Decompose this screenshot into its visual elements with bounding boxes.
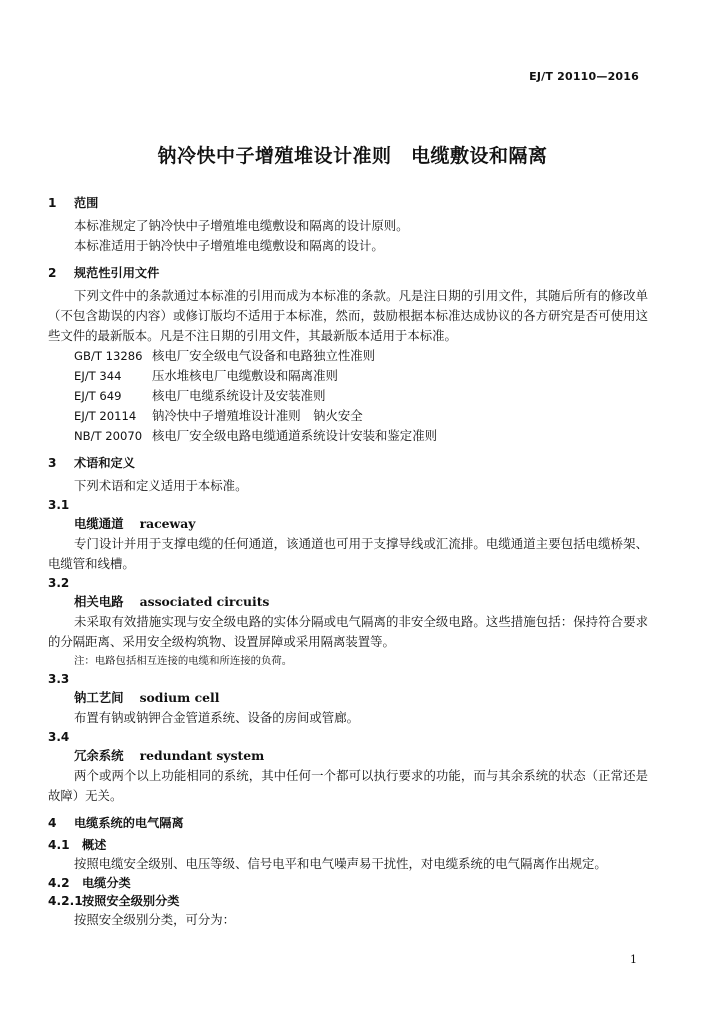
clause-number: 3.2 xyxy=(48,576,70,590)
subsection-heading-4-2 xyxy=(48,874,648,892)
term-heading xyxy=(48,688,648,708)
clause-number: 3.4 xyxy=(48,730,70,744)
term-zh: 冗余系统 xyxy=(74,748,124,763)
subsection-heading-4-2-1 xyxy=(48,892,648,910)
reference-list xyxy=(48,346,648,446)
section-heading-scope xyxy=(48,194,648,212)
subsection-title: 概述 xyxy=(82,838,107,852)
term-definition: 未采取有效措施实现与安全级电路的实体分隔或电气隔离的非安全级电路。这些措施包括：保持符合要求的分隔距离、采用安全级构筑物、设置屏障或采用隔离装置等。 xyxy=(48,614,648,649)
term-zh: 相关电路 xyxy=(74,594,124,609)
section-title: 术语和定义 xyxy=(74,456,135,470)
reference-name: 钠冷快中子增殖堆设计准则 钠火安全 xyxy=(152,408,363,423)
standard-code: EJ/T 20110—2016 xyxy=(529,70,639,83)
term-en: associated circuits xyxy=(139,594,270,609)
reference-item xyxy=(48,426,648,446)
reference-code: EJ/T 649 xyxy=(74,389,122,403)
term-en: redundant system xyxy=(139,748,265,763)
reference-item xyxy=(48,406,648,426)
subsection-number: 4.2.1 xyxy=(48,894,83,908)
subsection-number: 4.1 xyxy=(48,838,70,852)
term-zh: 钠工艺间 xyxy=(74,690,124,705)
section-number: 2 xyxy=(48,266,57,280)
term-definition: 布置有钠或钠钾合金管道系统、设备的房间或管廊。 xyxy=(74,710,359,725)
term-heading xyxy=(48,514,648,534)
section-title: 范围 xyxy=(74,196,99,210)
term-heading xyxy=(48,746,648,766)
subsection-text: 按照电缆安全级别、电压等级、信号电平和电气噪声易干扰性，对电缆系统的电气隔离作出规定。 xyxy=(74,856,607,871)
term-definition: 两个或两个以上功能相同的系统，其中任何一个都可以执行要求的功能，而与其余系统的状态（正常还是故障）无关。 xyxy=(48,768,648,803)
section-title: 规范性引用文件 xyxy=(74,266,160,280)
clause-number: 3.3 xyxy=(48,672,70,686)
page-number: 1 xyxy=(630,953,637,966)
terms-intro: 下列术语和定义适用于本标准。 xyxy=(74,478,248,493)
subsection-title: 按照安全级别分类 xyxy=(82,894,180,908)
term-heading xyxy=(48,592,648,612)
section-title: 电缆系统的电气隔离 xyxy=(74,816,184,830)
term-definition: 专门设计并用于支撑电缆的任何通道，该通道也可用于支撑导线或汇流排。电缆通道主要包括电缆桥架、电缆管和线槽。 xyxy=(48,536,648,571)
section-heading-isolation xyxy=(48,814,648,832)
term-en: raceway xyxy=(139,516,196,531)
reference-code: EJ/T 20114 xyxy=(74,409,137,423)
section-heading-refs xyxy=(48,264,648,282)
subsection-heading-4-1 xyxy=(48,836,648,854)
section-number: 1 xyxy=(48,196,57,210)
term-en: sodium cell xyxy=(139,690,220,705)
reference-item xyxy=(48,386,648,406)
section-number: 4 xyxy=(48,816,57,830)
document-body xyxy=(48,194,648,930)
reference-code: NB/T 20070 xyxy=(74,429,143,443)
page-title: 钠冷快中子增殖堆设计准则 电缆敷设和隔离 xyxy=(157,145,548,167)
term-zh: 电缆通道 xyxy=(74,516,124,531)
subsection-title: 电缆分类 xyxy=(82,876,131,890)
reference-item xyxy=(48,366,648,386)
clause-number: 3.1 xyxy=(48,498,70,512)
refs-intro-paragraph: 下列文件中的条款通过本标准的引用而成为本标准的条款。凡是注日期的引用文件，其随后所有的修改单（不包含勘误的内容）或修订版均不适用于本标准，然而，鼓励根据本标准达成协议的各方研究是否可使用这些文件的最新版本。凡是不注日期的引用文件，其最新版本适用于本标准。 xyxy=(48,288,648,343)
term-note: 注：电路包括相互连接的电缆和所连接的负荷。 xyxy=(74,655,293,667)
section-heading-terms xyxy=(48,454,648,472)
reference-item xyxy=(48,346,648,366)
scope-paragraph-1: 本标准规定了钠冷快中子增殖堆电缆敷设和隔离的设计原则。 xyxy=(74,218,409,233)
subsection-text: 按照安全级别分类，可分为： xyxy=(74,912,236,927)
section-number: 3 xyxy=(48,456,57,470)
subsection-number: 4.2 xyxy=(48,876,70,890)
reference-name: 核电厂安全级电路电缆通道系统设计安装和鉴定准则 xyxy=(152,428,437,443)
scope-paragraph-2: 本标准适用于钠冷快中子增殖堆电缆敷设和隔离的设计。 xyxy=(74,238,384,253)
reference-name: 核电厂安全级电气设备和电路独立性准则 xyxy=(152,348,376,363)
reference-code: GB/T 13286 xyxy=(74,349,143,363)
reference-code: EJ/T 344 xyxy=(74,369,122,383)
reference-name: 压水堆核电厂电缆敷设和隔离准则 xyxy=(152,368,338,383)
reference-name: 核电厂电缆系统设计及安装准则 xyxy=(152,388,326,403)
